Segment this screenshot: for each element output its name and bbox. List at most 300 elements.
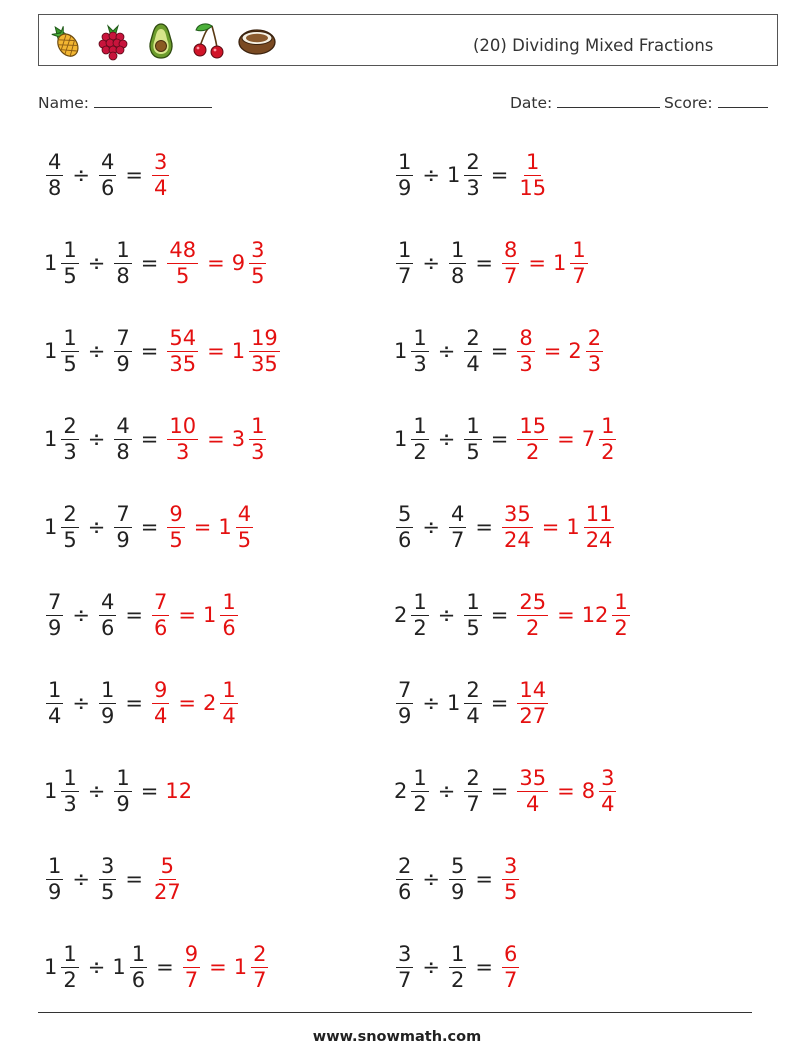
divisor (112, 237, 133, 288)
dividend (394, 325, 431, 376)
fraction (464, 149, 481, 200)
numerator: 1 (413, 325, 427, 350)
name-label: Name: (38, 94, 89, 112)
answer (165, 237, 268, 288)
raspberry-icon (92, 20, 134, 62)
denominator: 2 (601, 439, 615, 464)
denominator: 9 (398, 175, 412, 200)
fraction (517, 677, 548, 728)
denominator: 6 (398, 527, 412, 552)
answer (165, 779, 194, 803)
divisor (462, 765, 483, 816)
numerator: 1 (614, 589, 628, 614)
answer (515, 589, 631, 640)
problem-item (394, 497, 616, 557)
whole-number: 2 (568, 339, 582, 363)
answer-term (165, 413, 200, 464)
equals-sign: = (140, 427, 159, 451)
divisor (447, 501, 468, 552)
numerator: 1 (116, 765, 130, 790)
whole-number: 12 (581, 603, 609, 627)
numerator: 1 (222, 589, 236, 614)
denominator: 7 (503, 263, 518, 288)
fraction (61, 325, 78, 376)
answer-term (202, 677, 240, 728)
fraction (152, 677, 169, 728)
problem-item (44, 761, 194, 821)
numerator: 7 (48, 589, 62, 614)
equals-sign: = (543, 339, 562, 363)
denominator: 9 (48, 615, 62, 640)
denominator: 9 (116, 351, 130, 376)
fraction (517, 765, 548, 816)
divisor (462, 325, 483, 376)
whole-number: 9 (231, 251, 246, 275)
numerator: 9 (169, 501, 183, 526)
fraction (584, 501, 615, 552)
answer-term (568, 325, 605, 376)
numerator: 7 (116, 325, 130, 350)
score-blank[interactable] (718, 93, 768, 108)
fruit-icons (44, 20, 278, 62)
fraction (152, 589, 169, 640)
whole-number: 1 (446, 163, 461, 187)
divide-sign: ÷ (437, 339, 456, 363)
divide-sign: ÷ (87, 251, 106, 275)
dividend (44, 501, 81, 552)
fraction (464, 765, 481, 816)
equals-sign: = (207, 427, 225, 451)
date-blank[interactable] (557, 93, 660, 108)
divide-sign: ÷ (422, 955, 440, 979)
denominator: 4 (466, 703, 480, 728)
denominator: 2 (63, 967, 77, 992)
denominator: 27 (519, 703, 547, 728)
denominator: 24 (585, 527, 613, 552)
fraction (99, 853, 116, 904)
divide-sign: ÷ (87, 515, 106, 539)
divide-sign: ÷ (437, 779, 456, 803)
problem-item (394, 761, 618, 821)
answer (500, 941, 521, 992)
numerator: 1 (222, 677, 236, 702)
problem-item (394, 673, 550, 733)
numerator: 8 (503, 237, 518, 262)
numerator: 4 (450, 501, 465, 526)
divide-sign: ÷ (437, 427, 456, 451)
numerator: 9 (153, 677, 168, 702)
problem-item (44, 937, 270, 997)
fraction (586, 325, 603, 376)
whole-number: 1 (446, 691, 461, 715)
denominator: 6 (100, 615, 115, 640)
coconut-icon (236, 20, 278, 62)
numerator: 4 (237, 501, 252, 526)
fraction (99, 677, 116, 728)
fraction (114, 765, 131, 816)
denominator: 4 (222, 703, 236, 728)
fraction (411, 765, 428, 816)
denominator: 5 (466, 615, 480, 640)
fraction (502, 237, 519, 288)
fraction (130, 941, 147, 992)
whole-number: 1 (202, 603, 217, 627)
denominator: 2 (413, 615, 427, 640)
name-blank[interactable] (94, 93, 212, 108)
denominator: 6 (222, 615, 236, 640)
denominator: 2 (413, 439, 427, 464)
divide-sign: ÷ (422, 691, 440, 715)
name-field[interactable] (38, 93, 212, 112)
problem-item (44, 673, 240, 733)
denominator: 35 (251, 351, 278, 376)
numerator: 1 (63, 325, 77, 350)
numerator: 2 (587, 325, 602, 350)
fraction (152, 149, 169, 200)
numerator: 48 (169, 237, 197, 262)
divide-sign: ÷ (87, 955, 106, 979)
fraction (61, 413, 78, 464)
numerator: 3 (251, 237, 265, 262)
numerator: 19 (251, 325, 278, 350)
fraction (46, 149, 63, 200)
numerator: 1 (398, 149, 412, 174)
numerator: 7 (116, 501, 130, 526)
numerator: 2 (466, 677, 480, 702)
equals-sign: = (178, 603, 196, 627)
divide-sign: ÷ (72, 603, 90, 627)
fraction (396, 501, 413, 552)
dividend (394, 677, 415, 728)
answer (500, 501, 616, 552)
fraction (464, 677, 481, 728)
fraction (599, 765, 616, 816)
denominator: 4 (526, 791, 540, 816)
denominator: 3 (587, 351, 602, 376)
equals-sign: = (209, 955, 227, 979)
denominator: 2 (450, 967, 465, 992)
denominator: 6 (100, 175, 115, 200)
denominator: 9 (116, 527, 130, 552)
divide-sign: ÷ (87, 779, 106, 803)
answer (150, 149, 171, 200)
denominator: 9 (398, 703, 412, 728)
numerator: 5 (160, 853, 175, 878)
denominator: 15 (519, 175, 547, 200)
whole-number: 3 (231, 427, 246, 451)
problem-item (394, 937, 521, 997)
answer (165, 325, 281, 376)
problem-item (44, 585, 240, 645)
dividend (394, 853, 415, 904)
denominator: 7 (450, 527, 465, 552)
numerator: 2 (63, 501, 77, 526)
numerator: 1 (398, 237, 412, 262)
denominator: 8 (116, 439, 130, 464)
divisor (112, 941, 149, 992)
answer-term (500, 501, 535, 552)
answer-term (181, 941, 202, 992)
numerator: 1 (413, 413, 427, 438)
whole-number: 2 (394, 603, 408, 627)
dividend (44, 149, 65, 200)
fraction (396, 677, 413, 728)
pineapple-icon (44, 20, 86, 62)
denominator: 4 (601, 791, 615, 816)
fraction (612, 589, 629, 640)
denominator: 9 (100, 703, 115, 728)
equals-sign: = (140, 779, 159, 803)
answer-term (231, 413, 269, 464)
dividend (394, 941, 415, 992)
equals-sign: = (475, 867, 493, 891)
fraction (517, 413, 548, 464)
numerator: 6 (503, 941, 518, 966)
fraction (46, 589, 63, 640)
equals-sign: = (557, 427, 575, 451)
numerator: 2 (398, 853, 412, 878)
answer (150, 853, 185, 904)
fraction (464, 589, 481, 640)
answer (515, 677, 550, 728)
answer-term (218, 501, 255, 552)
answer (181, 941, 271, 992)
divisor (112, 501, 133, 552)
problem-item (394, 321, 605, 381)
numerator: 2 (253, 941, 267, 966)
numerator: 7 (398, 677, 412, 702)
fraction (249, 237, 266, 288)
answer-term (515, 589, 550, 640)
denominator: 27 (153, 879, 181, 904)
numerator: 5 (398, 501, 412, 526)
fraction (220, 589, 237, 640)
divide-sign: ÷ (72, 691, 90, 715)
equals-sign: = (490, 339, 509, 363)
avocado-icon (140, 20, 182, 62)
numerator: 2 (466, 325, 480, 350)
numerator: 14 (519, 677, 547, 702)
denominator: 4 (153, 175, 168, 200)
problem-item (44, 497, 255, 557)
score-field[interactable] (664, 93, 768, 112)
numerator: 4 (48, 149, 62, 174)
denominator: 3 (251, 439, 265, 464)
fraction (114, 237, 131, 288)
denominator: 7 (253, 967, 267, 992)
answer-term (581, 413, 619, 464)
denominator: 4 (466, 351, 480, 376)
numerator: 1 (413, 589, 427, 614)
equals-sign: = (178, 691, 196, 715)
divisor (97, 677, 118, 728)
numerator: 1 (63, 237, 77, 262)
denominator: 7 (503, 967, 518, 992)
numerator: 1 (48, 677, 62, 702)
answer (150, 589, 240, 640)
whole-number: 1 (233, 955, 248, 979)
denominator: 6 (398, 879, 412, 904)
divisor (446, 149, 484, 200)
denominator: 6 (131, 967, 146, 992)
fraction (396, 853, 413, 904)
fraction (114, 501, 131, 552)
numerator: 2 (63, 413, 77, 438)
denominator: 2 (413, 791, 427, 816)
fraction (61, 765, 78, 816)
numerator: 1 (413, 765, 427, 790)
answer (515, 325, 605, 376)
answer-term (552, 237, 590, 288)
numerator: 10 (169, 413, 197, 438)
whole-number: 1 (44, 955, 58, 979)
problem-item (44, 409, 268, 469)
denominator: 2 (526, 615, 540, 640)
denominator: 7 (184, 967, 199, 992)
answer-term (515, 677, 550, 728)
equals-sign: = (140, 515, 159, 539)
dividend (44, 677, 65, 728)
divide-sign: ÷ (422, 163, 440, 187)
fraction (249, 413, 266, 464)
problem-item (44, 321, 282, 381)
denominator: 5 (63, 351, 77, 376)
equals-sign: = (475, 251, 493, 275)
denominator: 2 (614, 615, 628, 640)
dividend (44, 325, 81, 376)
fraction (570, 237, 587, 288)
denominator: 8 (116, 263, 130, 288)
fraction (502, 853, 519, 904)
fraction (99, 149, 116, 200)
whole-number: 7 (581, 427, 596, 451)
whole-number: 1 (44, 779, 58, 803)
equals-sign: = (557, 603, 575, 627)
answer-term (515, 325, 536, 376)
fraction (517, 325, 534, 376)
fraction (599, 413, 616, 464)
denominator: 24 (503, 527, 531, 552)
denominator: 4 (153, 703, 168, 728)
answer (165, 501, 255, 552)
fraction (61, 501, 78, 552)
fraction (183, 941, 200, 992)
dividend (44, 237, 81, 288)
equals-sign: = (475, 955, 493, 979)
denominator: 35 (169, 351, 197, 376)
denominator: 6 (153, 615, 168, 640)
answer-term (150, 149, 171, 200)
fraction (517, 589, 548, 640)
answer (515, 765, 618, 816)
equals-sign: = (193, 515, 212, 539)
fraction (249, 325, 280, 376)
problem-item (394, 409, 618, 469)
numerator: 1 (526, 149, 540, 174)
divide-sign: ÷ (422, 515, 440, 539)
denominator: 3 (519, 351, 533, 376)
fraction (46, 853, 63, 904)
equals-sign: = (490, 691, 509, 715)
fraction (61, 237, 78, 288)
date-field[interactable] (510, 93, 660, 112)
equals-sign: = (490, 779, 509, 803)
divisor (97, 853, 118, 904)
equals-sign: = (125, 603, 143, 627)
numerator: 4 (100, 589, 115, 614)
whole-number: 1 (44, 339, 58, 363)
fraction (449, 941, 466, 992)
numerator: 1 (131, 941, 146, 966)
whole-number: 1 (44, 515, 58, 539)
divide-sign: ÷ (72, 867, 90, 891)
numerator: 9 (184, 941, 199, 966)
fraction (517, 149, 548, 200)
fraction (464, 325, 481, 376)
divisor (112, 765, 133, 816)
equals-sign: = (156, 955, 174, 979)
answer-term (581, 765, 619, 816)
fraction (167, 237, 198, 288)
fraction (99, 589, 116, 640)
denominator: 8 (48, 175, 62, 200)
problem-item (394, 585, 632, 645)
dividend (394, 413, 431, 464)
fraction (236, 501, 253, 552)
denominator: 7 (398, 967, 412, 992)
equals-sign: = (125, 867, 143, 891)
footer-divider (38, 1012, 752, 1013)
equals-sign: = (125, 163, 143, 187)
numerator: 4 (116, 413, 130, 438)
numerator: 1 (48, 853, 62, 878)
divisor (112, 413, 133, 464)
divisor (447, 941, 468, 992)
whole-number: 1 (218, 515, 232, 539)
denominator: 5 (100, 879, 115, 904)
dividend (394, 589, 431, 640)
denominator: 3 (176, 439, 190, 464)
answer-term (231, 237, 269, 288)
denominator: 5 (251, 263, 265, 288)
fraction (167, 325, 198, 376)
dividend (44, 853, 65, 904)
whole-number: 1 (231, 339, 246, 363)
fraction (61, 941, 78, 992)
whole-number: 2 (202, 691, 217, 715)
answer-term (581, 589, 632, 640)
denominator: 5 (169, 527, 183, 552)
divisor (112, 325, 133, 376)
fraction (167, 413, 198, 464)
denominator: 5 (466, 439, 480, 464)
equals-sign: = (490, 603, 509, 627)
numerator: 2 (466, 765, 480, 790)
divide-sign: ÷ (422, 867, 440, 891)
divisor (97, 589, 118, 640)
numerator: 25 (519, 589, 547, 614)
equals-sign: = (207, 251, 225, 275)
problem-item (394, 145, 550, 205)
numerator: 1 (450, 941, 465, 966)
divide-sign: ÷ (72, 163, 90, 187)
fraction (396, 941, 413, 992)
denominator: 8 (450, 263, 465, 288)
problem-item (394, 849, 521, 909)
denominator: 5 (503, 879, 518, 904)
divisor (462, 413, 483, 464)
divisor (447, 237, 468, 288)
